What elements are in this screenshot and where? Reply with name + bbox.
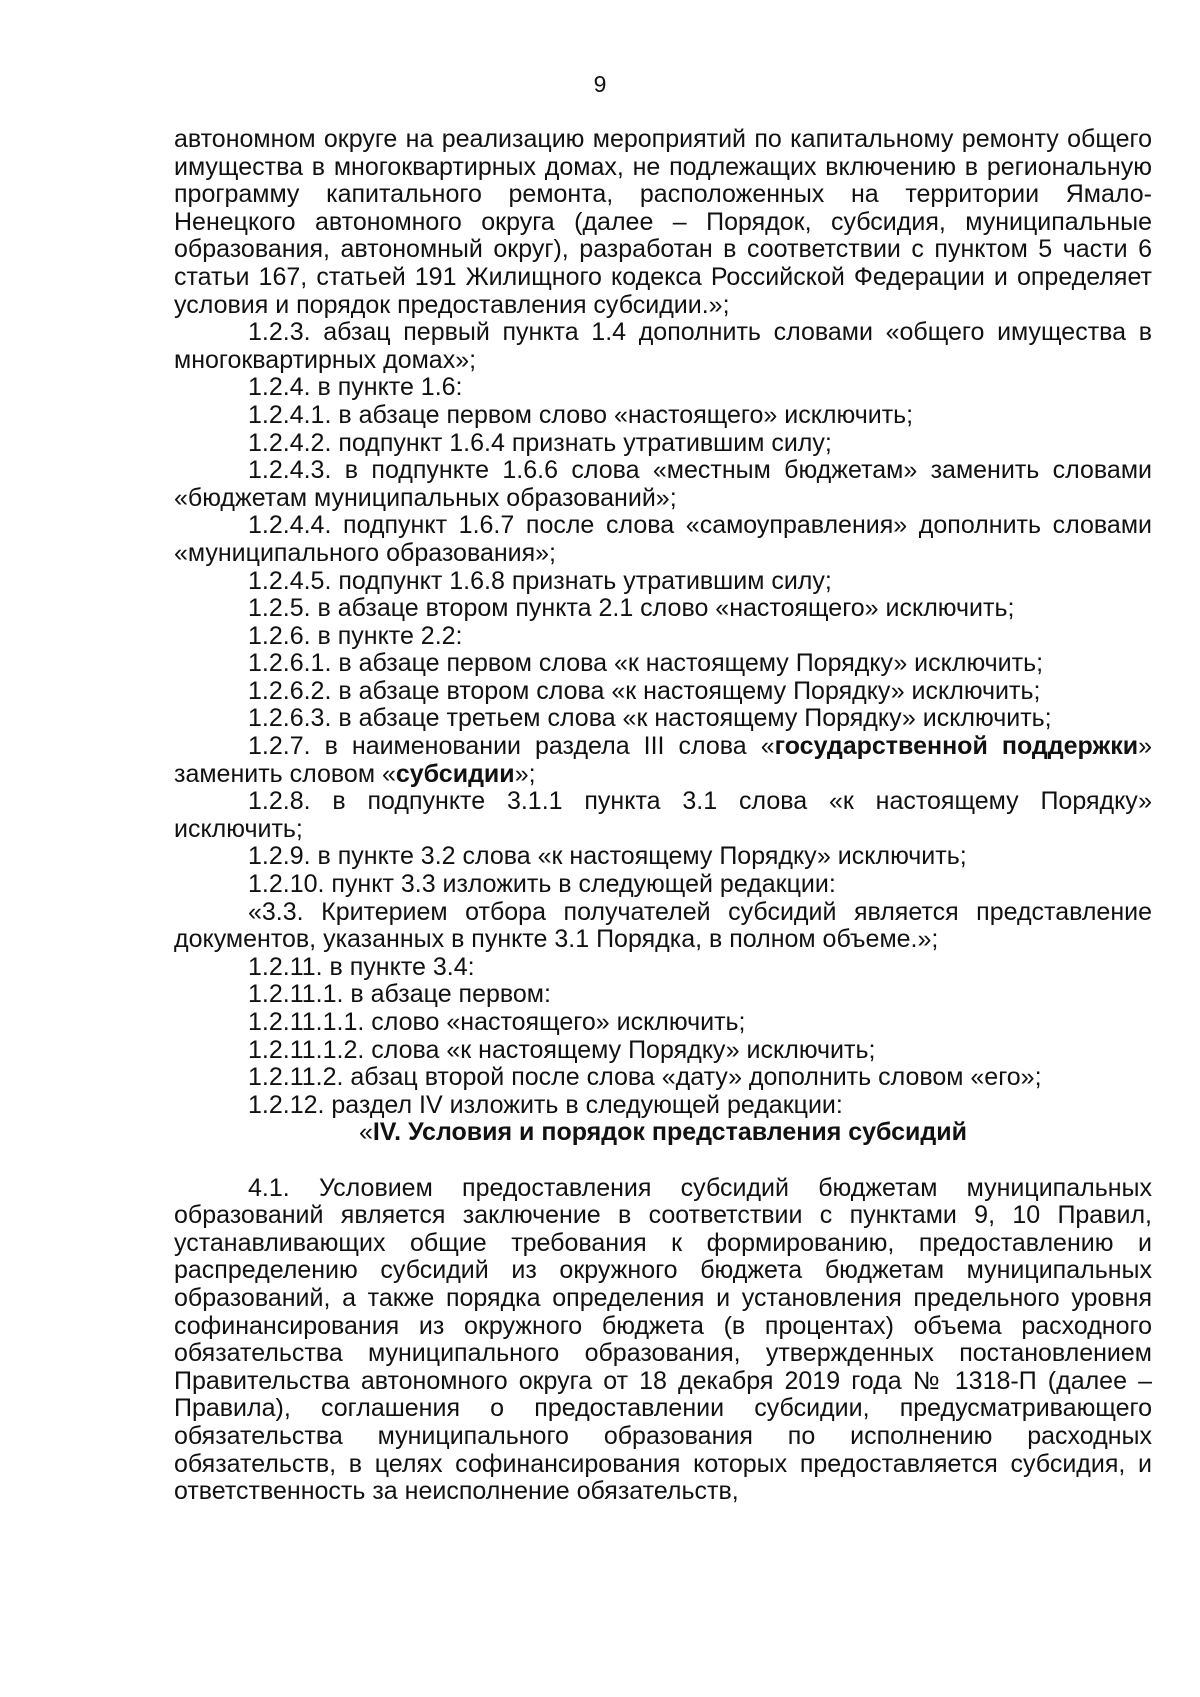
paragraph-1-2-11-1-1: 1.2.11.1.1. слово «настоящего» исключить;	[248, 1008, 746, 1036]
paragraph-continuation: автономном округе на реализацию мероприятий по капитальному ремонту общего имущества в многоквартирных домах, не подлежащих включению в региональную программу капитального ремонта, расположенных на территории Ямало-Ненецкого автономного округа (далее – Порядок, субсидия, муниципальные образования, автономный округ), разработан в соответствии с пунктом 5 части 6 статьи 167, статьей 191 Жилищного кодекса Российской Федерации и определяет условия и порядок предоставления субсидии.»;	[174, 125, 1152, 319]
paragraph-1-2-4-2: 1.2.4.2. подпункт 1.6.4 признать утратившим силу;	[248, 428, 832, 457]
blank-line	[174, 1147, 1152, 1175]
paragraph-1-2-11-1-2: 1.2.11.1.2. слова «к настоящему Порядку» исключить;	[248, 1035, 876, 1064]
paragraph-1-2-7-bold-old: государственной поддержки	[774, 732, 1139, 761]
paragraph-1-2-7-bold-new: субсидии	[395, 759, 515, 788]
section-heading-quote: «	[358, 1118, 373, 1147]
paragraph-1-2-7-before: 1.2.7. в наименовании раздела III слова «	[248, 732, 775, 761]
paragraph-1-2-4-4: 1.2.4.4. подпункт 1.6.7 после слова «самоуправления» дополнить словами «муниципального образования»;	[174, 511, 1152, 567]
paragraph-1-2-4-3: 1.2.4.3. в подпункте 1.6.6 слова «местным бюджетам» заменить словами «бюджетам муниципальных образований»;	[174, 456, 1152, 512]
paragraph-1-2-6-1: 1.2.6.1. в абзаце первом слова «к настоящему Порядку» исключить;	[248, 649, 1044, 678]
document-body	[174, 126, 1152, 1506]
paragraph-1-2-3: 1.2.3. абзац первый пункта 1.4 дополнить словами «общего имущества в многоквартирных домах»;	[174, 318, 1152, 374]
paragraph-1-2-5: 1.2.5. в абзаце втором пункта 2.1 слово «настоящего» исключить;	[248, 594, 1015, 623]
paragraph-1-2-7	[174, 733, 1152, 788]
paragraph-1-2-11-2: 1.2.11.2. абзац второй после слова «дату» дополнить словом «его»;	[248, 1063, 1042, 1092]
paragraph-1-2-6-3: 1.2.6.3. в абзаце третьем слова «к настоящему Порядку» исключить;	[248, 704, 1052, 733]
paragraph-1-2-7-middle: » заменить словом «	[174, 732, 1152, 788]
paragraph-1-2-4-1: 1.2.4.1. в абзаце первом слово «настоящего» исключить;	[248, 400, 914, 429]
paragraph-1-2-11-1: 1.2.11.1. в абзаце первом:	[248, 980, 551, 1009]
paragraph-3-3-quote: «3.3. Критерием отбора получателей субсидий является представление документов, указанных в пункте 3.1 Порядка, в полном объеме.»;	[174, 897, 1152, 954]
page-number: 9	[593, 71, 607, 97]
section-heading	[174, 1119, 1152, 1147]
paragraph-1-2-4-5: 1.2.4.5. подпункт 1.6.8 признать утратившим силу;	[248, 566, 832, 595]
paragraph-1-2-9: 1.2.9. в пункте 3.2 слова «к настоящему Порядку» исключить;	[248, 842, 967, 871]
paragraph-1-2-6: 1.2.6. в пункте 2.2:	[248, 621, 463, 650]
section-heading-text: IV. Условия и порядок представления субсидий	[372, 1118, 968, 1147]
paragraph-1-2-6-2: 1.2.6.2. в абзаце втором слова «к настоящему Порядку» исключить;	[248, 676, 1041, 705]
paragraph-1-2-12: 1.2.12. раздел IV изложить в следующей редакции:	[248, 1090, 843, 1119]
paragraph-1-2-7-after: »;	[514, 759, 536, 788]
paragraph-1-2-11: 1.2.11. в пункте 3.4:	[248, 952, 475, 981]
paragraph-1-2-10: 1.2.10. пункт 3.3 изложить в следующей редакции:	[248, 870, 836, 899]
paragraph-1-2-4: 1.2.4. в пункте 1.6:	[248, 373, 463, 402]
paragraph-4-1: 4.1. Условием предоставления субсидий бюджетам муниципальных образований является заключение в соответствии с пунктами 9, 10 Правил, устанавливающих общие требования к формированию, предоставлению и распределению субсидий из окружного бюджета бюджетам муниципальных образований, а также порядка определения и установления предельного уровня софинансирования из окружного бюджета (в процентах) объема расходного обязательства муниципального образования, утвержденных постановлением Правительства автономного округа от 18 декабря 2019 года № 1318-П (далее – Правила), соглашения о предоставлении субсидии, предусматривающего обязательства муниципального образования по исполнению расходных обязательств, в целях софинансирования которых предоставляется субсидия, и ответственность за неисполнение обязательств,	[174, 1173, 1152, 1506]
paragraph-1-2-8: 1.2.8. в подпункте 3.1.1 пункта 3.1 слова «к настоящему Порядку» исключить;	[174, 787, 1152, 843]
